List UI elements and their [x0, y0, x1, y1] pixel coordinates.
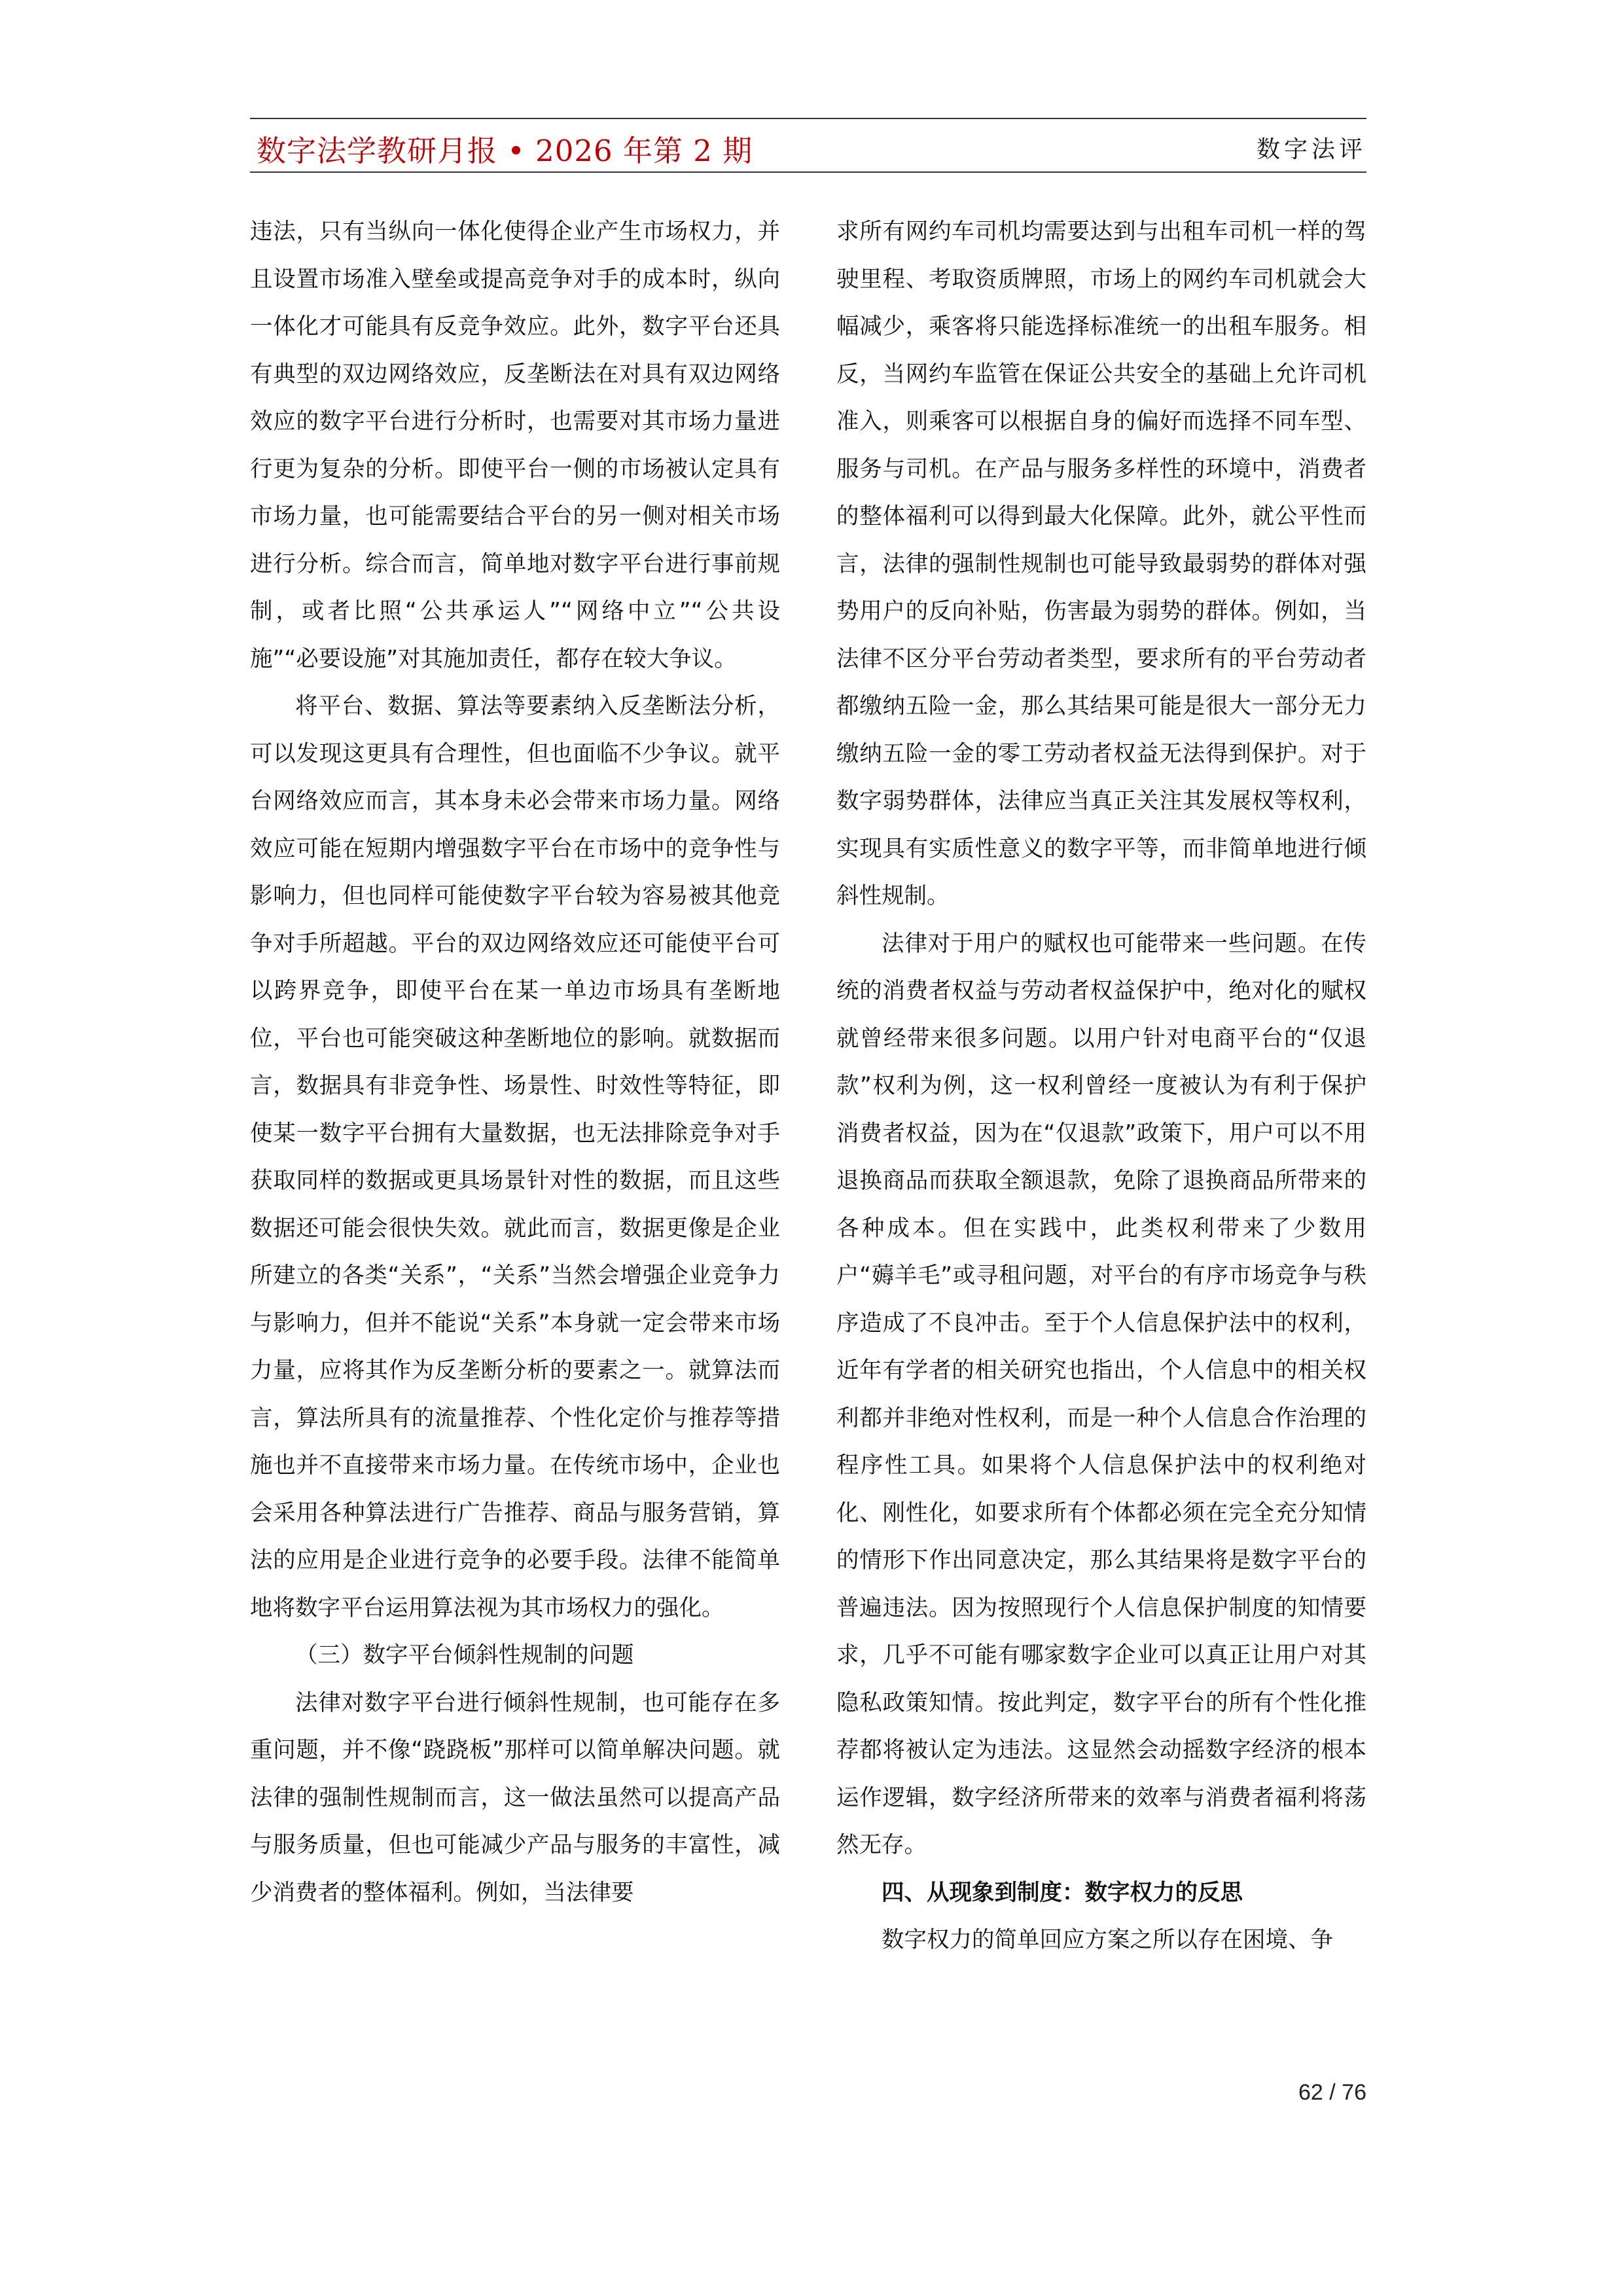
right-paragraph-3: 数字权力的简单回应方案之所以存在困境、争 — [882, 1927, 1333, 1953]
header-bottom-rule — [250, 171, 1366, 173]
journal-title: 数字法学教研月报 • 2026 年第 2 期 — [257, 134, 753, 168]
left-paragraph-2: 将平台、数据、算法等要素纳入反垄断法分析，可以发现这更具有合理性，但也面临不少争议。就平台网络效应而言，其本身未必会带来市场力量。网络效应可能在短期内增强数字平台在市场中的竞争性与影响力，但也同样可能使数字平台较为容易被其他竞争对手所超越。平台的双边网络效应还可能使平台可以跨界竞争，即使平台在某一单边市场具有垄断地位，平台也可能突破这种垄断地位的影响。就数据而言，数据具有非竞争性、场景性、时效性等特征，即使某一数字平台拥有大量数据，也无法排除竞争对手获取同样的数据或更具场景针对性的数据，而且这些数据还可能会很快失效。就此而言，数据更像是企业所建立的各类“关系”，“关系”当然会增强企业竞争力与影响力，但并不能说“关系”本身就一定会带来市场力量，应将其作为反垄断分析的要素之一。就算法而言，算法所具有的流量推荐、个性化定价与推荐等措施也并不直接带来市场力量。在传统市场中，企业也会采用各种算法进行广告推荐、商品与服务营销，算法的应用是企业进行竞争的必要手段。法律不能简单地将数字平台运用算法视为其市场权力的强化。 — [250, 693, 780, 1621]
right-paragraph-1: 求所有网约车司机均需要达到与出租车司机一样的驾驶里程、考取资质牌照，市场上的网约车司机就会大幅减少，乘客将只能选择标准统一的出租车服务。相反，当网约车监管在保证公共安全的基础上允许司机准入，则乘客可以根据自身的偏好而选择不同车型、服务与司机。在产品与服务多样性的环境中，消费者的整体福利可以得到最大化保障。此外，就公平性而言，法律的强制性规制也可能导致最弱势的群体对强势用户的反向补贴，伤害最为弱势的群体。例如，当法律不区分平台劳动者类型，要求所有的平台劳动者都缴纳五险一金，那么其结果可能是很大一部分无力缴纳五险一金的零工劳动者权益无法得到保护。对于数字弱势群体，法律应当真正关注其发展权等权利，实现具有实质性意义的数字平等，而非简单地进行倾斜性规制。 — [836, 219, 1366, 909]
right-column — [836, 208, 1366, 1964]
right-paragraph-2: 法律对于用户的赋权也可能带来一些问题。在传统的消费者权益与劳动者权益保护中，绝对化的赋权就曾经带来很多问题。以用户针对电商平台的“仅退款”权利为例，这一权利曾经一度被认为有利于保护消费者权益，因为在“仅退款”政策下，用户可以不用退换商品而获取全额退款，免除了退换商品所带来的各种成本。但在实践中，此类权利带来了少数用户“薅羊毛”或寻租问题，对平台的有序市场竞争与秩序造成了不良冲击。至于个人信息保护法中的权利，近年有学者的相关研究也指出，个人信息中的相关权利都并非绝对性权利，而是一种个人信息合作治理的程序性工具。如果将个人信息保护法中的权利绝对化、刚性化，如要求所有个体都必须在完全充分知情的情形下作出同意决定，那么其结果将是数字平台的普遍违法。因为按照现行个人信息保护制度的知情要求，几乎不可能有哪家数字企业可以真正让用户对其隐私政策知情。按此判定，数字平台的所有个性化推荐都将被认定为违法。这显然会动摇数字经济的根本运作逻辑，数字经济所带来的效率与消费者福利将荡然无存。 — [836, 930, 1366, 1858]
section-label: 数字法评 — [1256, 136, 1366, 163]
left-column — [250, 208, 780, 1916]
section-heading: 四、从现象到制度：数字权力的反思 — [882, 1879, 1243, 1906]
left-paragraph-3: 法律对数字平台进行倾斜性规制，也可能存在多重问题，并不像“跷跷板”那样可以简单解决问题。就法律的强制性规制而言，这一做法虽然可以提高产品与服务质量，但也可能减少产品与服务的丰富性，减少消费者的整体福利。例如，当法律要 — [250, 1689, 780, 1906]
subsection-heading: （三）数字平台倾斜性规制的问题 — [295, 1642, 634, 1668]
left-paragraph-1: 违法，只有当纵向一体化使得企业产生市场权力，并且设置市场准入壁垒或提高竞争对手的成本时，纵向一体化才可能具有反竞争效应。此外，数字平台还具有典型的双边网络效应，反垄断法在对具有双边网络效应的数字平台进行分析时，也需要对其市场力量进行更为复杂的分析。即使平台一侧的市场被认定具有市场力量，也可能需要结合平台的另一侧对相关市场进行分析。综合而言，简单地对数字平台进行事前规制，或者比照“公共承运人”“网络中立”“公共设施”“必要设施”对其施加责任，都存在较大争议。 — [250, 219, 780, 672]
header-top-rule — [250, 118, 1366, 119]
page-number: 62 / 76 — [1298, 2080, 1366, 2105]
